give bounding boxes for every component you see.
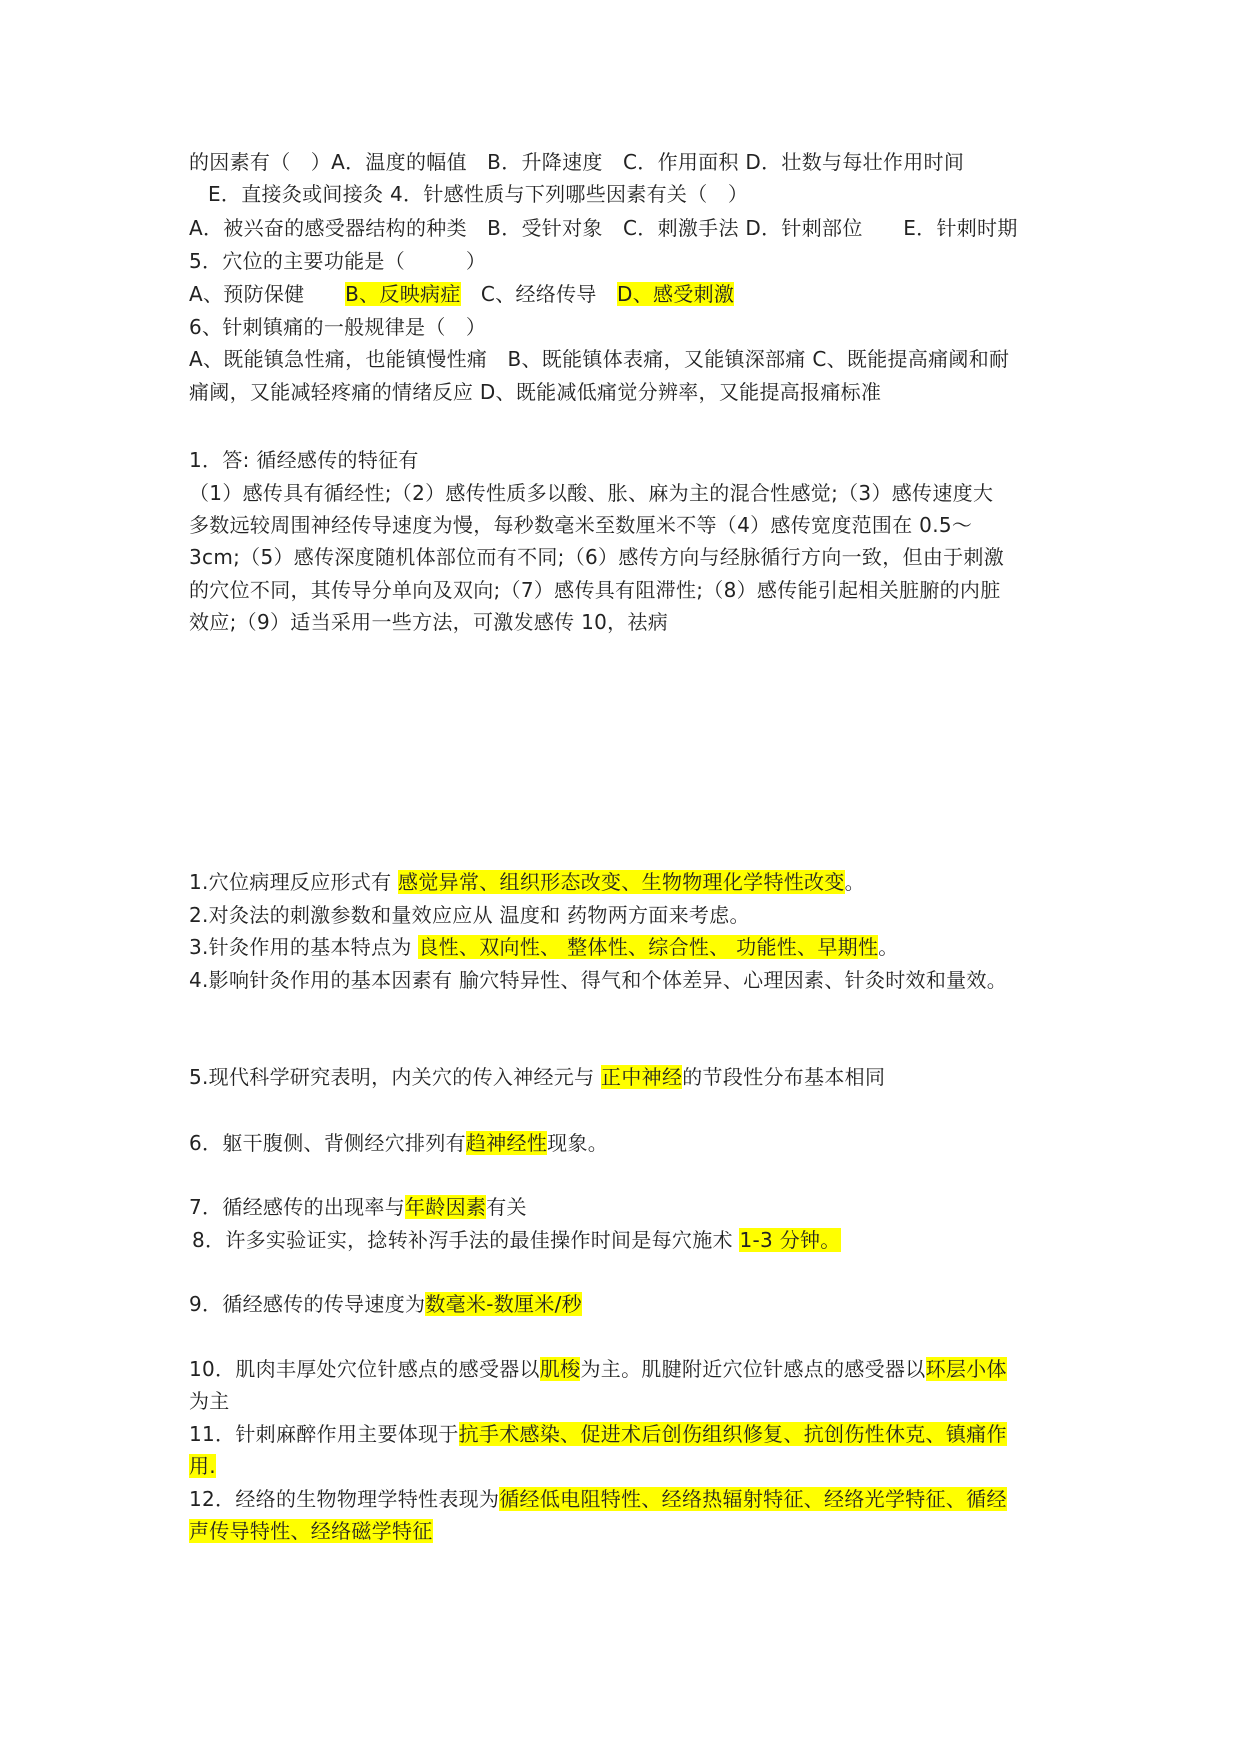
answer-1-line-4: 的穴位不同，其传导分单向及双向;（7）感传具有阻滞性;（8）感传能引起相关脏腑的内脏 [189,578,1001,602]
fill-6-answer: 趋神经性 [465,1131,548,1155]
fill-5 [189,1063,1069,1091]
fill-6-end: 现象。 [547,1131,609,1155]
fill-8-text: 8．许多实验证实，捻转补泻手法的最佳操作时间是每穴施术 [192,1228,740,1252]
fill-9-answer: 数毫米-数厘米/秒 [425,1292,582,1316]
fill-1 [189,868,1069,896]
fill-7-end: 有关 [486,1195,527,1219]
fill-12-text: 12．经络的生物物理学特性表现为 [189,1487,500,1511]
fill-10-line-2: 为主 [189,1389,230,1413]
question-5-title: 5．穴位的主要功能是（ ） [189,249,487,273]
fill-7-text: 7．循经感传的出现率与 [189,1195,406,1219]
question-5-options [189,280,1069,308]
answer-1-line-2: 多数远较周围神经传导速度为慢，每秒数毫米至数厘米不等（4）感传宽度范围在 0.5～ [189,513,973,537]
option-d-highlighted: D、感受刺激 [617,282,735,306]
fill-1-end: 。 [844,870,865,894]
fill-3-answer: 良性、双向性、 整体性、综合性、 功能性、早期性 [418,935,879,959]
fill-10-line-1 [189,1355,1069,1383]
question-3-line-1: 的因素有（ ）A．温度的幅值 B．升降速度 C．作用面积 D．壮数与每壮作用时间 [189,150,965,174]
fill-4: 4.影响针灸作用的基本因素有 腧穴特异性、得气和个体差异、心理因素、针灸时效和量效。 [189,968,1008,992]
fill-12-line-1 [189,1485,1069,1513]
answer-1-line-1: （1）感传具有循经性;（2）感传性质多以酸、胀、麻为主的混合性感觉;（3）感传速度大 [189,481,994,505]
fill-6 [189,1129,1069,1157]
fill-10-answer-1: 肌梭 [539,1357,581,1381]
fill-11-line-1 [189,1420,1069,1448]
fill-10-text: 10．肌肉丰厚处穴位针感点的感受器以 [189,1357,540,1381]
option-c: C、经络传导 [460,282,617,306]
fill-3 [189,933,1069,961]
fill-1-answer: 感觉异常、组织形态改变、生物物理化学特性改变 [398,870,845,894]
question-6-line-1: A、既能镇急性痛，也能镇慢性痛 B、既能镇体表痛，又能镇深部痛 C、既能提高痛阈和耐 [189,347,1010,371]
question-3-line-2: E．直接灸或间接灸 4．针感性质与下列哪些因素有关（ ） [208,182,749,206]
fill-9-text: 9．循经感传的传导速度为 [189,1292,426,1316]
question-6-title: 6、针刺镇痛的一般规律是（ ） [189,315,487,339]
fill-7 [189,1193,1069,1221]
fill-9 [189,1290,1069,1318]
fill-11-line-2 [189,1452,1069,1480]
fill-3-text: 3.针灸作用的基本特点为 [189,935,419,959]
answer-1-line-5: 效应;（9）适当采用一些方法，可激发感传 10，祛病 [189,610,669,634]
answer-1-title: 1．答: 循经感传的特征有 [189,448,419,472]
fill-6-text: 6．躯干腹侧、背侧经穴排列有 [189,1131,466,1155]
fill-12-answer: 循经低电阻特性、经络热辐射特征、经络光学特征、循经 [499,1487,1007,1511]
fill-5-end: 的节段性分布基本相同 [682,1065,886,1089]
question-6-line-2: 痛阈，又能减轻疼痛的情绪反应 D、既能减低痛觉分辨率，又能提高报痛标准 [189,380,882,404]
fill-11-answer-cont: 用. [189,1454,216,1478]
fill-10-answer-2: 环层小体 [925,1357,1007,1381]
fill-2: 2.对灸法的刺激参数和量效应应从 温度和 药物两方面来考虑。 [189,903,750,927]
fill-8 [192,1226,1072,1254]
fill-12-answer-cont: 声传导特性、经络磁学特征 [189,1519,433,1543]
fill-8-answer: 1-3 分钟。 [739,1228,841,1252]
fill-11-answer: 抗手术感染、促进术后创伤组织修复、抗创伤性休克、镇痛作 [458,1422,1007,1446]
fill-12-line-2 [189,1517,1069,1545]
option-b-highlighted: B、反映病症 [345,282,461,306]
fill-1-text: 1.穴位病理反应形式有 [189,870,399,894]
fill-3-end: 。 [878,935,899,959]
option-a: A、预防保健 [189,282,346,306]
fill-10-mid: 为主。肌腱附近穴位针感点的感受器以 [580,1357,926,1381]
fill-7-answer: 年龄因素 [405,1195,487,1219]
fill-5-text: 5.现代科学研究表明，内关穴的传入神经元与 [189,1065,602,1089]
fill-5-answer: 正中神经 [601,1065,683,1089]
fill-11-text: 11．针刺麻醉作用主要体现于 [189,1422,459,1446]
question-4-options: A．被兴奋的感受器结构的种类 B．受针对象 C．刺激手法 D．针刺部位 E．针刺时期 [189,216,1018,240]
answer-1-line-3: 3cm;（5）感传深度随机体部位而有不同;（6）感传方向与经脉循行方向一致，但由于刺激 [189,545,1005,569]
